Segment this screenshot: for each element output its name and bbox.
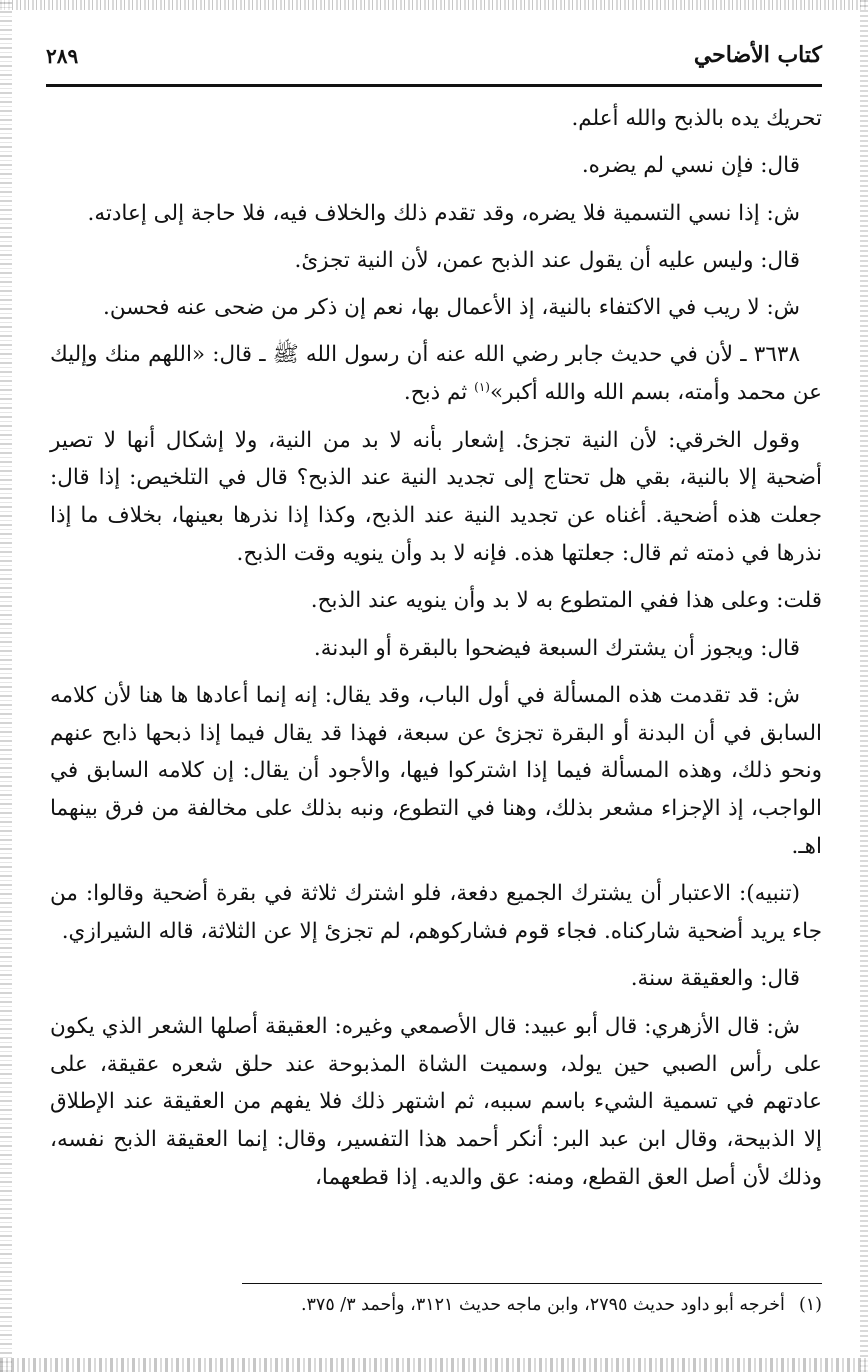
running-title: كتاب الأضاحي [693,42,822,68]
page-body [50,100,822,1206]
paragraph: ش: إذا نسي التسمية فلا يضره، وقد تقدم ذلك والخلاف فيه، فلا حاجة إلى إعادته. [87,200,800,226]
paragraph: ش: قال الأزهري: قال أبو عبيد: قال الأصمعي وغيره: العقيقة أصلها الشعر الذي يكون على رأس الصبي حين يولد، وسميت الشاة المذبوحة عند حلق شعره عقيقة، على عادتهم في تسمية الشيء باسم سببه، ثم اشتهر ذلك فلا يفهم من العقيقة عند الإطلاق إلا الذبيحة، وقال ابن عبد البر: أنكر أحمد هذا التفسير، وقال: إنما العقيقة الذبح نفسه، وذلك لأن أصل العق القطع، ومنه: عق والديه. إذا قطعهما، [50,1013,822,1190]
page-border-bottom [0,1358,868,1372]
page-border-right [860,0,868,1372]
paragraph: وقول الخرقي: لأن النية تجزئ. إشعار بأنه لا بد من النية، ولا إشكال أنها لا تصير أضحية إلا بالنية، بقي هل تحتاج إلى تجديد النية عند الذبح؟ قال في التلخيص: إذا قال: جعلت هذه أضحية. أغناه عن تجديد النية عند الذبح، وكذا إذا نذرها بعينها، بخلاف ما إذا نذرها في ذمته ثم قال: جعلتها هذه. فإنه لا بد وأن ينويه وقت الذبح. [50,427,822,566]
paragraph: قال: والعقيقة سنة. [630,966,800,992]
footnote-rule [242,1283,822,1284]
page-border-left [0,0,12,1372]
footnote-marker: (١) [474,380,490,395]
paragraph: ش: لا ريب في الاكتفاء بالنية، إذ الأعمال بها، نعم إن ذكر من ضحى عنه فحسن. [103,295,800,321]
hadith-paragraph [50,336,822,412]
footnote-text: أخرجه أبو داود حديث ٢٧٩٥، وابن ماجه حديث ٣١٢١، وأحمد ٣/ ٣٧٥. [300,1295,785,1315]
page-header [46,40,822,80]
footnote-number: (١) [798,1295,822,1315]
page-border-top [0,0,868,10]
hadith-text: ٣٦٣٨ ـ لأن في حديث جابر رضي الله عنه أن رسول الله ﷺ ـ قال: «اللهم منك وإليك عن محمد وأمته، بسم الله والله أكبر» [50,342,822,406]
page-number: ٢٨٩ [46,44,79,68]
paragraph: ش: قد تقدمت هذه المسألة في أول الباب، وقد يقال: إنه إنما أعادها ها هنا لأن كلامه السابق في أن البدنة أو البقرة تجزئ عن سبعة، فهذا قد يقال فيما إذا ذبحها ذابح عنهم ونحو ذلك، وهذه المسألة فيما إذا اشتركوا فيها، والأجود أن يقال: إن كلامه السابق في الواجب، إذ الإجزاء مشعر بذلك، وهنا في التطوع، ونبه بذلك على مخالفة من فرق بينهما اهـ. [50,682,822,860]
paragraph: قال: ويجوز أن يشترك السبعة فيضحوا بالبقرة أو البدنة. [313,635,800,661]
hadith-tail: ثم ذبح. [403,380,475,406]
paragraph: قال: وليس عليه أن يقول عند الذبح عمن، لأن النية تجزئ. [294,247,800,273]
footnotes [50,1290,822,1320]
header-rule [46,84,822,87]
paragraph: قلت: وعلى هذا ففي المتطوع به لا بد وأن ينويه عند الذبح. [310,588,822,614]
paragraph: قال: فإن نسي لم يضره. [581,153,800,179]
paragraph: (تنبيه): الاعتبار أن يشترك الجميع دفعة، فلو اشترك ثلاثة في بقرة أضحية وقالوا: من جاء يريد أضحية شاركناه. فجاء قوم فشاركوهم، لم تجزئ إلا عن الثلاثة، قاله الشيرازي. [50,881,822,945]
paragraph: تحريك يده بالذبح والله أعلم. [571,106,822,131]
